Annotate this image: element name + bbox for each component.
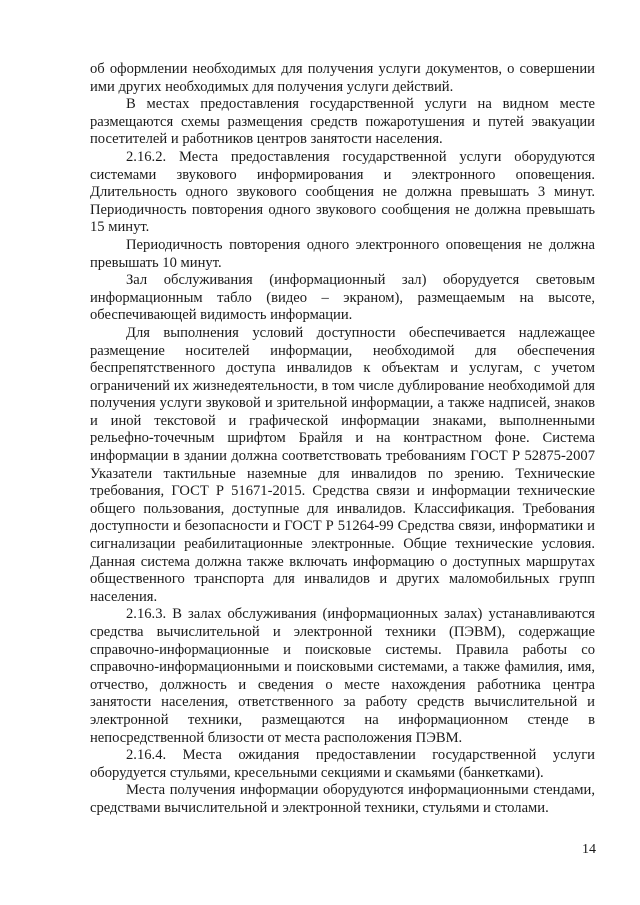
paragraph-evacuation-schemes: В местах предоставления государственной услуги на видном месте размещаются схемы размещения средств пожаротушения и путей эвакуации посетителей и работников центров занятости населения.: [90, 96, 595, 148]
page-number: 14: [582, 842, 596, 857]
paragraph-accessibility: Для выполнения условий доступности обеспечивается надлежащее размещение носителей информации, необходимой для обеспечения беспрепятственного доступа инвалидов к объектам и услугам, с учетом ограничений их жизнедеятельности, в том числе дублирование необходимой для получения услуги звуковой и зрительной информации, а также надписей, знаков и иной текстовой и графической информации знаками, выполненными рельефно-точечным шрифтом Брайля и на контрастном фоне. Система информации в здании должна соответствовать требованиям ГОСТ Р 52875-2007 Указатели тактильные наземные для инвалидов по зрению. Технические требования, ГОСТ Р 51671-2015. Средства связи и информации технические общего пользования, доступные для инвалидов. Классификация. Требования доступности и безопасности и ГОСТ Р 51264-99 Средства связи, информатики и сигнализации реабилитационные электронные. Общие технические условия. Данная система должна также включать информацию о доступных маршрутах общественного транспорта для инвалидов и других маломобильных групп населения.: [90, 324, 595, 605]
document-body: [90, 61, 595, 818]
paragraph-information-places: Места получения информации оборудуются информационными стендами, средствами вычислительной и электронной техники, стульями и столами.: [90, 782, 595, 816]
paragraph-2-16-2: 2.16.2. Места предоставления государственной услуги оборудуются системами звукового информирования и электронного оповещения. Длительность одного звукового сообщения не должна превышать 3 минут. Периодичность повторения одного звукового сообщения не должна превышать 15 минут.: [90, 148, 595, 236]
paragraph-continuation: об оформлении необходимых для получения услуги документов, о совершении ими других необходимых для получения услуги действий.: [90, 61, 595, 95]
paragraph-2-16-4: 2.16.4. Места ожидания предоставлении государственной услуги оборудуется стульями, кресельными секциями и скамьями (банкетками).: [90, 747, 595, 781]
paragraph-2-16-3: 2.16.3. В залах обслуживания (информационных залах) устанавливаются средства вычислительной и электронной техники (ПЭВМ), содержащие справочно-информационные и поисковые системы. Правила работы со справочно-информационными и поисковыми системами, а также фамилия, имя, отчество, должность и сведения о месте нахождения работника центра занятости населения, ответственного за работу средств вычислительной и электронной техники, размещаются на информационном стенде в непосредственной близости от места расположения ПЭВМ.: [90, 606, 595, 746]
paragraph-service-hall: Зал обслуживания (информационный зал) оборудуется световым информационным табло (видео – экраном), размещаемым на высоте, обеспечивающей видимость информации.: [90, 272, 595, 324]
paragraph-electronic-notification: Периодичность повторения одного электронного оповещения не должна превышать 10 минут.: [90, 236, 595, 271]
